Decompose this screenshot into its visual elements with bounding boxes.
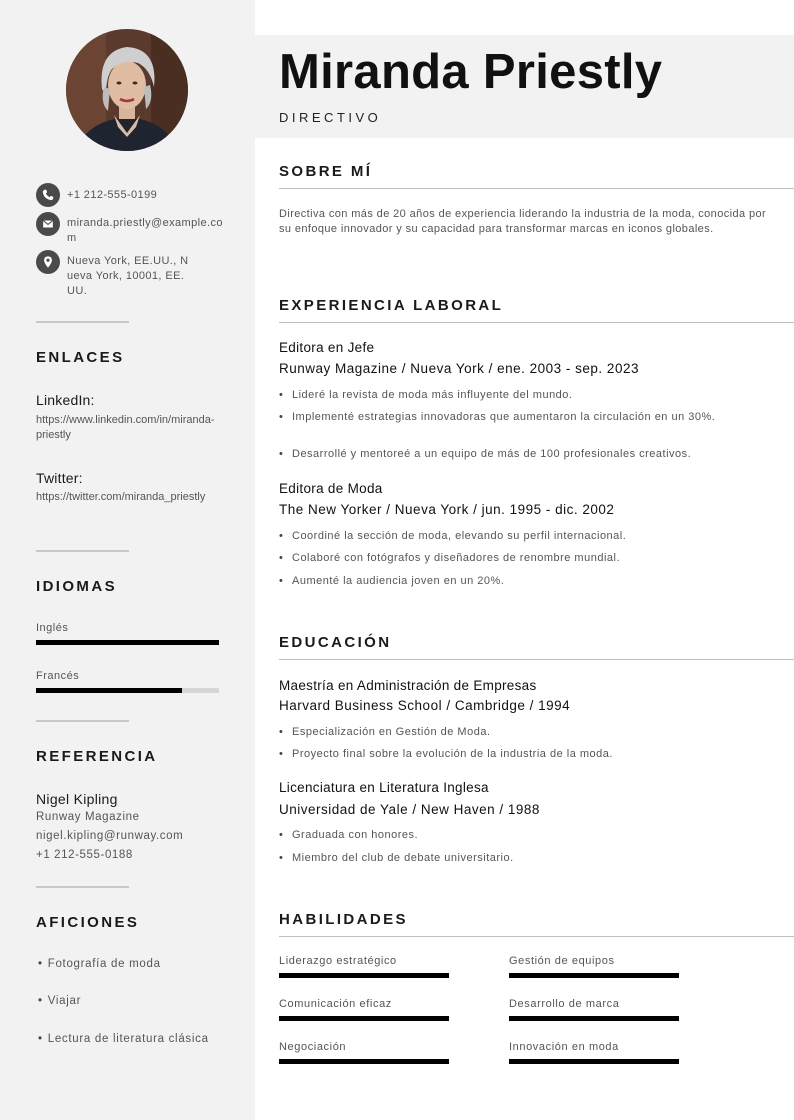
job-bullet: • Colaboré con fotógrafos y diseñadores de renombre mundial.: [279, 551, 749, 566]
hobby-item: • Lectura de literatura clásica: [38, 1033, 209, 1045]
skill-name: Desarrollo de marca: [509, 998, 620, 1010]
skill-name: Negociación: [279, 1041, 347, 1053]
twitter-label: Twitter:: [36, 470, 83, 486]
address-text: Nueva York, EE.UU., Nueva York, 10001, EE.UU.: [67, 255, 189, 297]
language-name: Inglés: [36, 622, 69, 634]
skill-level-bar: [279, 1059, 449, 1064]
avatar: [66, 29, 188, 151]
education-bullet: • Miembro del club de debate universitario.: [279, 851, 749, 866]
job-bullet: • Desarrollé y mentoreé a un equipo de más de 100 profesionales creativos.: [279, 447, 749, 462]
education-bullet: • Proyecto final sobre la evolución de la industria de la moda.: [279, 747, 749, 762]
skill-level-bar: [509, 973, 679, 978]
section-divider: [279, 322, 794, 323]
sidebar: [0, 0, 255, 1120]
skill-name: Liderazgo estratégico: [279, 955, 397, 967]
section-divider: [279, 659, 794, 660]
education-degree: Licenciatura en Literatura Inglesa: [279, 780, 489, 795]
email-text: miranda.priestly@example.com: [67, 217, 223, 244]
page-title: Miranda Priestly: [279, 45, 663, 99]
divider: [36, 720, 129, 722]
skill-name: Comunicación eficaz: [279, 998, 392, 1010]
reference-title: REFERENCIA: [36, 748, 158, 765]
language-level-bar: [36, 640, 219, 645]
job-bullet: • Coordiné la sección de moda, elevando su perfil internacional.: [279, 529, 749, 544]
skill-name: Innovación en moda: [509, 1041, 619, 1053]
email-icon: [36, 212, 60, 236]
experience-title: EXPERIENCIA LABORAL: [279, 297, 504, 314]
hobby-item: • Viajar: [38, 995, 81, 1007]
hobby-item: • Fotografía de moda: [38, 958, 161, 970]
divider: [36, 550, 129, 552]
contact-phone: [36, 183, 226, 207]
job-title: Editora en Jefe: [279, 340, 375, 355]
job-bullet: • Aumenté la audiencia joven en un 20%.: [279, 574, 749, 589]
about-title: SOBRE MÍ: [279, 163, 373, 180]
phone-icon: [36, 183, 60, 207]
education-bullet: • Graduada con honores.: [279, 828, 749, 843]
education-degree: Maestría en Administración de Empresas: [279, 678, 537, 693]
job-title: Editora de Moda: [279, 481, 383, 496]
skill-level-bar: [279, 973, 449, 978]
about-text: Directiva con más de 20 años de experiencia liderando la industria de la moda, conocida por su enfoque innovador y su capacidad para transformar marcas en iconos globales.: [279, 208, 767, 235]
skill-level-bar: [509, 1059, 679, 1064]
hobbies-title: AFICIONES: [36, 914, 140, 931]
reference-phone: +1 212-555-0188: [36, 849, 133, 861]
reference-email[interactable]: nigel.kipling@runway.com: [36, 830, 184, 842]
section-divider: [279, 936, 794, 937]
skill-level-bar: [509, 1016, 679, 1021]
job-bullet: • Lideré la revista de moda más influyente del mundo.: [279, 388, 749, 403]
main-content: [255, 0, 794, 1120]
education-meta: Universidad de Yale / New Haven / 1988: [279, 802, 540, 817]
languages-title: IDIOMAS: [36, 578, 117, 595]
contact-email: [36, 212, 226, 246]
divider: [36, 321, 129, 323]
job-role: DIRECTIVO: [279, 110, 382, 125]
section-divider: [279, 188, 794, 189]
phone-text: +1 212-555-0199: [67, 189, 158, 201]
job-meta: Runway Magazine / Nueva York / ene. 2003 - sep. 2023: [279, 361, 639, 376]
skill-name: Gestión de equipos: [509, 955, 615, 967]
language-level-bar: [36, 688, 219, 693]
twitter-link[interactable]: https://twitter.com/miranda_priestly: [36, 491, 206, 503]
linkedin-label: LinkedIn:: [36, 392, 95, 408]
education-title: EDUCACIÓN: [279, 634, 392, 651]
skill-level-bar: [279, 1016, 449, 1021]
location-pin-icon: [36, 250, 60, 274]
divider: [36, 886, 129, 888]
education-bullet: • Especialización en Gestión de Moda.: [279, 725, 749, 740]
links-title: ENLACES: [36, 349, 125, 366]
linkedin-link[interactable]: https://www.linkedin.com/in/miranda-priestly: [36, 414, 215, 441]
language-name: Francés: [36, 670, 80, 682]
education-meta: Harvard Business School / Cambridge / 1994: [279, 698, 571, 713]
skills-title: HABILIDADES: [279, 911, 408, 928]
job-meta: The New Yorker / Nueva York / jun. 1995 - dic. 2002: [279, 502, 615, 517]
job-bullet: • Implementé estrategias innovadoras que aumentaron la circulación en un 30%.: [279, 410, 749, 425]
reference-name: Nigel Kipling: [36, 791, 118, 807]
contact-address: [36, 250, 226, 299]
reference-company: Runway Magazine: [36, 811, 140, 823]
